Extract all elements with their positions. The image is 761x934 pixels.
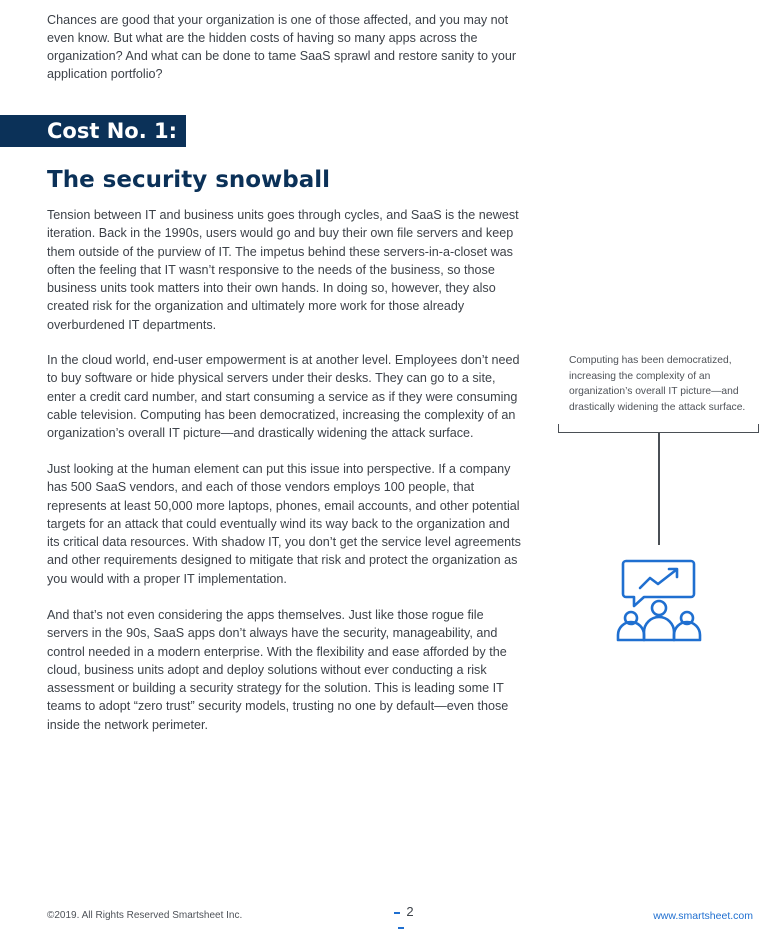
intro-paragraph: Chances are good that your organization is one of those affected, and you may not even know. But what are the hidden costs of having so many apps across the organization? And what can be done to tame SaaS sprawl and restore sanity to your application portfolio? [47,12,517,82]
page-number-value: 2 [406,904,414,919]
cost-banner [0,115,186,147]
section-title: The security snowball [47,167,331,193]
audience-presentation-chart-icon [614,558,704,646]
footer-website-link[interactable]: www.smartsheet.com [653,910,753,922]
page-number [380,904,422,934]
pull-quote: Computing has been democratized, increasing the complexity of an organization’s overall IT picture—and drastically widening the attack surface. [569,355,746,413]
body-paragraph-2: In the cloud world, end-user empowerment is at another level. Employees don’t need to buy software or hide physical servers under their desks. They can go to a site, enter a credit card number, and start consuming a service as if they were consuming cable television. Computing has been democratized, increasing the complexity of an organization’s overall IT picture—and drastically widening the attack surface. [47,353,520,440]
page-number-dash-right [398,927,404,929]
body-paragraph-4: And that’s not even considering the apps themselves. Just like those rogue file servers in the 90s, SaaS apps don’t always have the security, manageability, and control needed in a modern enterprise. With the flexibility and ease afforded by the cloud, business units adopt and deploy solutions without ever conducting a risk assessment or building a security strategy for the solution. This is leading some IT teams to adopt “zero trust” security models, trusting no one by default—even those inside the network perimeter. [47,608,509,732]
pull-quote-bracket [558,424,759,433]
body-paragraph-1: Tension between IT and business units goes through cycles, and SaaS is the newest iteration. Back in the 1990s, users would go and buy their own file servers and keep them outside of the purview of IT. The impetus behind these servers-in-a-closet was often the feeling that IT wasn’t responsive to the needs of the business, so those business units took matters into their own hands. In doing so, however, they also created risk for the organization and ultimately more work for those already overburdened IT departments. [47,208,519,332]
cost-banner-label: Cost No. 1: [47,119,177,143]
body-paragraph-3: Just looking at the human element can put this issue into perspective. If a company has 500 SaaS vendors, and each of those vendors employs 100 people, that represents at least 50,000 more laptops, phones, email accounts, and other potential targets for an attack that could eventually wind its way back to the organization and its critical data resources. With shadow IT, you don’t get the service level agreements and other requirements designed to mitigate that risk and protect the organization as you would with a proper IT implementation. [47,462,521,586]
page-number-dash-left [394,912,400,914]
pull-quote-connector [658,433,660,545]
footer-copyright: ©2019. All Rights Reserved Smartsheet Inc. [47,910,243,921]
